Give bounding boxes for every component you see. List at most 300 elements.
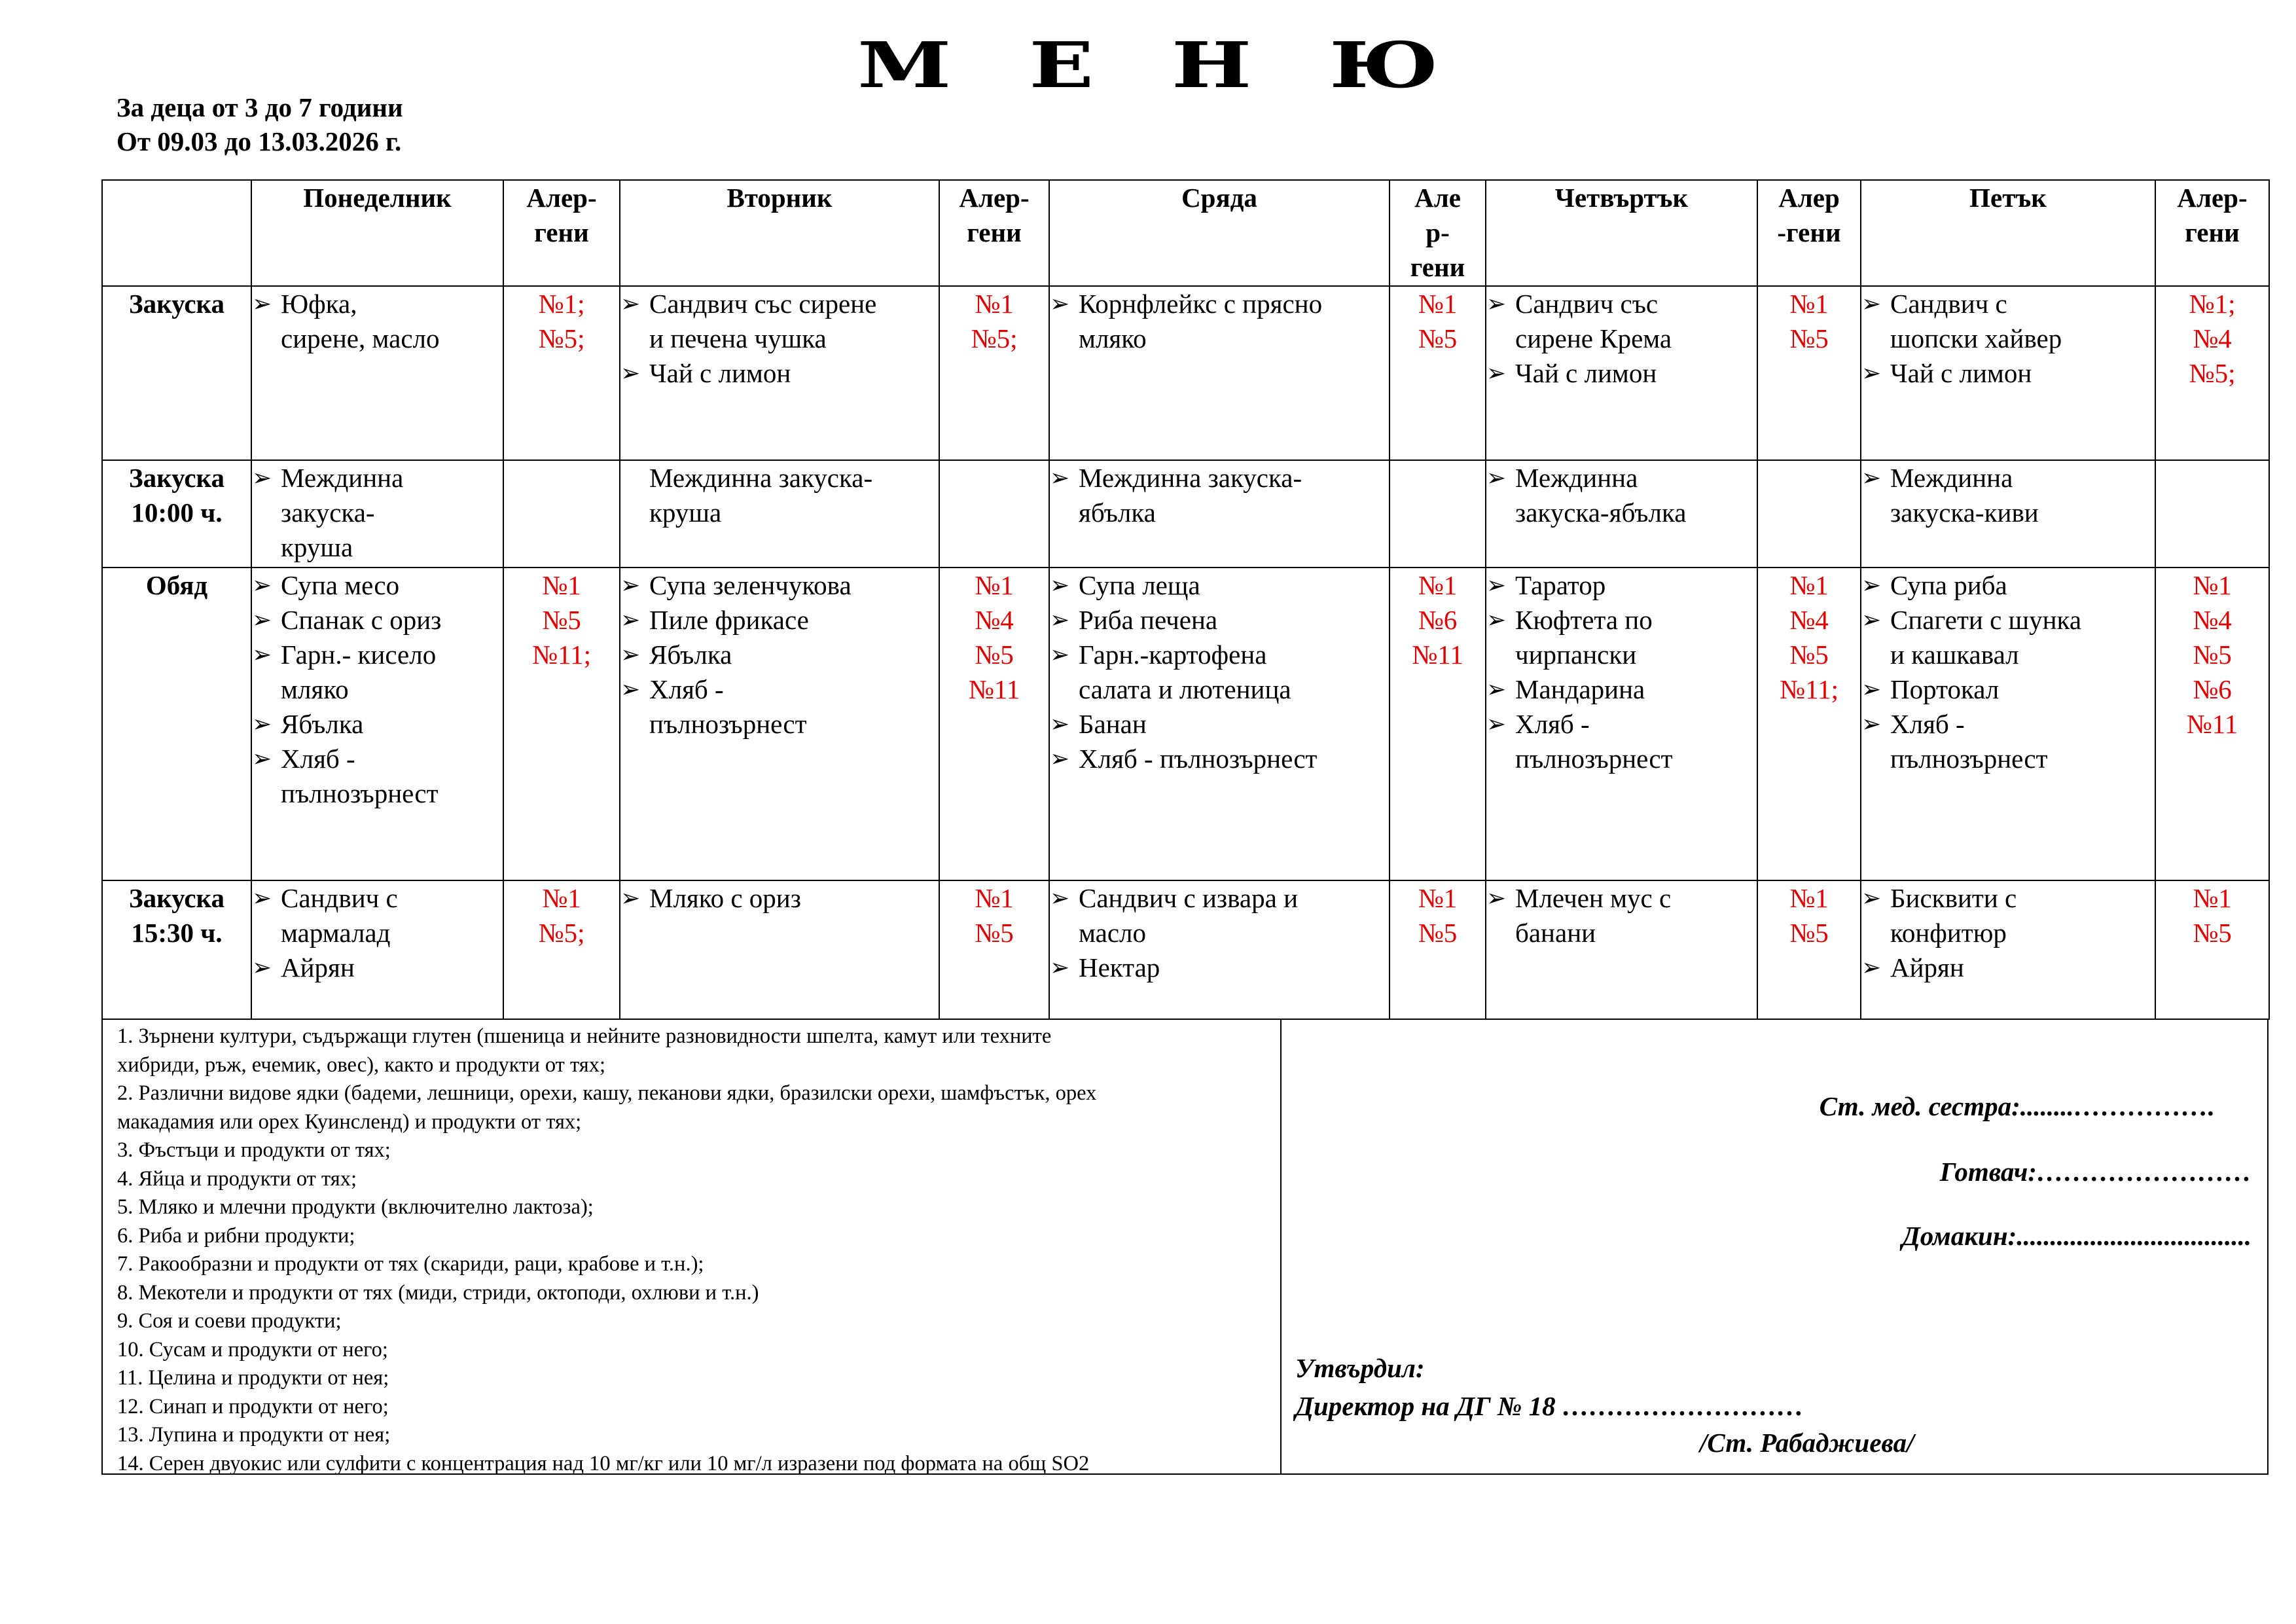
legend-line: 14. Серен двуокис или сулфити с концентрация над 10 мг/кг или 10 мг/л изразени под формата на общ SO2 bbox=[117, 1451, 1090, 1475]
header-line: гени bbox=[534, 217, 589, 247]
dish-name bbox=[649, 461, 939, 530]
arrow-bullet-icon: ➢ bbox=[1861, 465, 1882, 492]
dish-item bbox=[1861, 881, 2155, 950]
dish-text-line: Гарн.- кисело bbox=[281, 640, 437, 670]
dish-name bbox=[1079, 742, 1389, 776]
dish-cell-wednesday bbox=[1049, 880, 1390, 1019]
dish-name bbox=[1890, 603, 2155, 672]
arrow-bullet-icon: ➢ bbox=[1050, 954, 1070, 981]
allergen-cell-friday bbox=[2155, 286, 2269, 460]
allergen-code: №6 bbox=[2193, 674, 2232, 704]
dish-item bbox=[1050, 881, 1389, 950]
allergen-code: №1 bbox=[1789, 570, 1829, 600]
allergen-code: №1 bbox=[2193, 883, 2232, 913]
meal-label-line: 10:00 ч. bbox=[131, 497, 223, 528]
dish-text-line: круша bbox=[649, 497, 722, 528]
legend-line: 11. Целина и продукти от нея; bbox=[117, 1366, 389, 1390]
dish-text-line: Междинна bbox=[281, 463, 404, 493]
dish-name bbox=[1515, 881, 1757, 950]
col-header-friday: Петък bbox=[1861, 180, 2155, 286]
dish-text-line: Таратор bbox=[1515, 570, 1606, 600]
dish-cell-tuesday bbox=[620, 286, 939, 460]
allergen-code: №4 bbox=[2193, 605, 2232, 635]
arrow-bullet-icon: ➢ bbox=[1486, 360, 1507, 387]
dish-name bbox=[281, 461, 503, 565]
dish-name bbox=[649, 603, 939, 638]
dish-text-line: банани bbox=[1515, 918, 1596, 948]
dish-item bbox=[1486, 287, 1757, 356]
dish-text-line: Кюфтета по bbox=[1515, 605, 1653, 635]
dish-text-line: пълнозърнест bbox=[1890, 744, 2048, 774]
allergen-cell-friday bbox=[2155, 460, 2269, 568]
signature-nurse: Ст. мед. сестра:........……………. bbox=[1819, 1091, 2215, 1121]
dish-text-line: шопски хайвер bbox=[1890, 323, 2062, 353]
arrow-bullet-icon: ➢ bbox=[1486, 885, 1507, 912]
dish-name bbox=[281, 568, 503, 603]
dish-text-line: Айрян bbox=[281, 952, 355, 983]
dish-text-line: Млечен мус с bbox=[1515, 883, 1672, 913]
dish-text-line: Мляко с ориз bbox=[649, 883, 801, 913]
dish-item bbox=[1486, 672, 1757, 707]
allergen-legend bbox=[103, 1019, 1282, 1473]
dish-item bbox=[1050, 742, 1389, 776]
arrow-bullet-icon: ➢ bbox=[1861, 676, 1882, 703]
legend-line: 1. Зърнени култури, съдържащи глутен (пшеница и нейните разновидности шпелта, камут или техните bbox=[117, 1024, 1052, 1048]
dish-name bbox=[649, 881, 939, 916]
dish-text-line: Сандвич с извара и bbox=[1079, 883, 1299, 913]
allergen-code: №5 bbox=[2193, 918, 2232, 948]
dish-name bbox=[649, 287, 939, 356]
dish-name bbox=[1890, 568, 2155, 603]
dish-name bbox=[649, 356, 939, 391]
arrow-bullet-icon: ➢ bbox=[252, 291, 272, 317]
arrow-bullet-icon: ➢ bbox=[1050, 746, 1070, 772]
allergen-cell-tuesday bbox=[939, 880, 1049, 1019]
dish-name bbox=[1079, 287, 1389, 356]
allergen-cell-thursday bbox=[1757, 568, 1861, 880]
corner-cell bbox=[102, 180, 251, 286]
header-line: Але bbox=[1414, 183, 1461, 213]
allergen-cell-friday bbox=[2155, 880, 2269, 1019]
legend-line: 2. Различни видове ядки (бадеми, лешници, орехи, кашу, пеканови ядки, бразилски орехи, шамфъстък, орех bbox=[117, 1081, 1097, 1105]
dish-name bbox=[1079, 603, 1389, 638]
dish-name bbox=[281, 638, 503, 707]
arrow-bullet-icon: ➢ bbox=[620, 291, 641, 317]
dish-name bbox=[1079, 638, 1389, 707]
dish-text-line: мармалад bbox=[281, 918, 391, 948]
allergen-code: №4 bbox=[975, 605, 1014, 635]
dish-item bbox=[1861, 461, 2155, 530]
allergen-code: №5 bbox=[975, 918, 1014, 948]
allergen-cell-monday bbox=[503, 286, 620, 460]
dish-name bbox=[281, 742, 503, 811]
col-header-allergens-thursday bbox=[1757, 180, 1861, 286]
allergen-code: №5 bbox=[2193, 640, 2232, 670]
allergen-code: №1 bbox=[1789, 883, 1829, 913]
dish-name bbox=[649, 672, 939, 742]
dish-item bbox=[620, 672, 939, 742]
arrow-bullet-icon: ➢ bbox=[1861, 291, 1882, 317]
arrow-bullet-icon: ➢ bbox=[1486, 607, 1507, 634]
age-group: За деца от 3 до 7 години bbox=[117, 92, 403, 122]
dish-item bbox=[620, 603, 939, 638]
dish-name bbox=[1515, 461, 1757, 530]
col-header-thursday: Четвъртък bbox=[1486, 180, 1757, 286]
dish-name bbox=[1079, 881, 1389, 950]
arrow-bullet-icon: ➢ bbox=[1050, 465, 1070, 492]
dish-item bbox=[1050, 707, 1389, 742]
dish-text-line: чирпански bbox=[1515, 640, 1637, 670]
dish-name bbox=[1890, 881, 2155, 950]
arrow-bullet-icon: ➢ bbox=[252, 572, 272, 599]
dish-text-line: Междинна bbox=[1890, 463, 2013, 493]
arrow-bullet-icon: ➢ bbox=[1486, 291, 1507, 317]
allergen-code: №1 bbox=[1789, 289, 1829, 319]
arrow-bullet-icon: ➢ bbox=[1861, 607, 1882, 634]
arrow-bullet-icon: ➢ bbox=[1486, 711, 1507, 738]
dish-item bbox=[1486, 356, 1757, 391]
allergen-cell-wednesday bbox=[1390, 460, 1486, 568]
dish-text-line: Гарн.-картофена bbox=[1079, 640, 1267, 670]
dish-name bbox=[1890, 461, 2155, 530]
arrow-bullet-icon: ➢ bbox=[252, 465, 272, 492]
dish-name bbox=[1890, 287, 2155, 356]
legend-line: 5. Мляко и млечни продукти (включително лактоза); bbox=[117, 1195, 594, 1219]
legend-line: 13. Лупина и продукти от нея; bbox=[117, 1423, 391, 1447]
meal-label-line: Закуска bbox=[128, 883, 225, 913]
dish-text-line: Юфка, bbox=[281, 289, 357, 319]
dish-name bbox=[1515, 568, 1757, 603]
dish-name bbox=[1515, 707, 1757, 776]
arrow-bullet-icon: ➢ bbox=[1861, 572, 1882, 599]
header-line: гени bbox=[967, 217, 1022, 247]
arrow-bullet-icon: ➢ bbox=[1486, 465, 1507, 492]
dish-text-line: Банан bbox=[1079, 709, 1147, 739]
dish-text-line: Междинна закуска- bbox=[1079, 463, 1302, 493]
dish-text-line: Портокал bbox=[1890, 674, 2000, 704]
header-line: гени bbox=[1410, 252, 1465, 282]
arrow-bullet-icon: ➢ bbox=[252, 607, 272, 634]
dish-cell-wednesday bbox=[1049, 286, 1390, 460]
dish-text-line: Бисквити с bbox=[1890, 883, 2017, 913]
dish-name bbox=[649, 568, 939, 603]
dish-item bbox=[1861, 672, 2155, 707]
dish-item bbox=[1050, 603, 1389, 638]
menu-period: От 09.03 до 13.03.2026 г. bbox=[117, 126, 402, 156]
meal-row bbox=[102, 286, 2269, 460]
dish-item bbox=[1486, 707, 1757, 776]
allergen-code: №4 bbox=[2193, 323, 2232, 353]
dish-item bbox=[1861, 568, 2155, 603]
allergen-cell-thursday bbox=[1757, 460, 1861, 568]
dish-name bbox=[1890, 950, 2155, 985]
dish-text-line: Ябълка bbox=[281, 709, 364, 739]
dish-cell-thursday bbox=[1486, 286, 1757, 460]
dish-cell-monday bbox=[251, 568, 503, 880]
meal-label-line: Закуска bbox=[128, 463, 225, 493]
dish-text-line: и печена чушка bbox=[649, 323, 827, 353]
dish-cell-friday bbox=[1861, 568, 2155, 880]
dish-text-line: Сандвич със bbox=[1515, 289, 1659, 319]
dish-name bbox=[281, 881, 503, 950]
director-signature: Директор на ДГ № 18 ……………………… bbox=[1295, 1391, 1804, 1421]
dish-name bbox=[1079, 461, 1389, 530]
dish-item bbox=[252, 950, 503, 985]
dish-text-line: Супа месо bbox=[281, 570, 400, 600]
dish-text-line: сирене Крема bbox=[1515, 323, 1672, 353]
allergen-code: №1 bbox=[2193, 570, 2232, 600]
dish-cell-wednesday bbox=[1049, 460, 1390, 568]
meal-label bbox=[102, 568, 251, 880]
dish-text-line: Риба печена bbox=[1079, 605, 1218, 635]
dish-item bbox=[1050, 461, 1389, 530]
dish-item bbox=[252, 881, 503, 950]
allergen-code: №1 bbox=[1418, 289, 1458, 319]
allergen-cell-tuesday bbox=[939, 568, 1049, 880]
dish-text-line: мляко bbox=[1079, 323, 1147, 353]
dish-cell-tuesday bbox=[620, 568, 939, 880]
arrow-bullet-icon: ➢ bbox=[252, 746, 272, 772]
arrow-bullet-icon: ➢ bbox=[620, 360, 641, 387]
dish-text-line: Ябълка bbox=[649, 640, 732, 670]
menu-table bbox=[101, 179, 2270, 1020]
allergen-code: №11 bbox=[968, 674, 1020, 704]
arrow-bullet-icon: ➢ bbox=[620, 676, 641, 703]
header-row bbox=[102, 180, 2269, 286]
col-header-allergens-wednesday bbox=[1390, 180, 1486, 286]
allergen-code: №5; bbox=[2189, 358, 2236, 388]
dish-item bbox=[252, 603, 503, 638]
dish-item bbox=[252, 287, 503, 356]
arrow-bullet-icon: ➢ bbox=[252, 954, 272, 981]
dish-text-line: салата и лютеница bbox=[1079, 674, 1291, 704]
dish-item bbox=[1861, 356, 2155, 391]
dish-text-line: Пиле фрикасе bbox=[649, 605, 809, 635]
dish-item bbox=[1486, 881, 1757, 950]
allergen-code: №1 bbox=[1418, 883, 1458, 913]
dish-name bbox=[1515, 356, 1757, 391]
dish-item bbox=[1861, 287, 2155, 356]
allergen-code: №5 bbox=[975, 640, 1014, 670]
allergen-code: №11; bbox=[532, 640, 591, 670]
meal-label bbox=[102, 460, 251, 568]
dish-text-line: закуска-киви bbox=[1890, 497, 2039, 528]
meal-label-line: Закуска bbox=[128, 289, 225, 319]
dish-item bbox=[1050, 568, 1389, 603]
dish-text-line: Хляб - пълнозърнест bbox=[1079, 744, 1318, 774]
allergen-cell-tuesday bbox=[939, 460, 1049, 568]
dish-item bbox=[620, 638, 939, 672]
dish-item bbox=[1861, 950, 2155, 985]
dish-item bbox=[620, 461, 939, 530]
allergen-code: №5; bbox=[538, 323, 585, 353]
allergen-code: №5 bbox=[1789, 323, 1829, 353]
header-line: Алер- bbox=[959, 183, 1030, 213]
allergen-code: №1; bbox=[538, 289, 585, 319]
allergen-code: №1; bbox=[2189, 289, 2236, 319]
dish-item bbox=[1050, 950, 1389, 985]
dish-item bbox=[620, 568, 939, 603]
arrow-bullet-icon: ➢ bbox=[1050, 885, 1070, 912]
dish-text-line: ябълка bbox=[1079, 497, 1156, 528]
dish-item bbox=[252, 742, 503, 811]
arrow-bullet-icon: ➢ bbox=[1050, 291, 1070, 317]
allergen-code: №1 bbox=[975, 289, 1014, 319]
header-line: гени bbox=[2185, 217, 2240, 247]
arrow-bullet-icon: ➢ bbox=[1486, 676, 1507, 703]
allergen-code: №5 bbox=[1789, 640, 1829, 670]
dish-text-line: Спагети с шунка bbox=[1890, 605, 2082, 635]
allergen-code: №11 bbox=[2186, 709, 2238, 739]
dish-cell-thursday bbox=[1486, 880, 1757, 1019]
header-line: Алер- bbox=[2177, 183, 2248, 213]
dish-text-line: Мандарина bbox=[1515, 674, 1645, 704]
dish-text-line: Корнфлейкс с прясно bbox=[1079, 289, 1323, 319]
dish-cell-thursday bbox=[1486, 568, 1757, 880]
dish-text-line: Чай с лимон bbox=[649, 358, 791, 388]
legend-line: 6. Риба и рибни продукти; bbox=[117, 1223, 355, 1248]
allergen-code: №5; bbox=[971, 323, 1018, 353]
dish-item bbox=[1050, 287, 1389, 356]
arrow-bullet-icon: ➢ bbox=[620, 607, 641, 634]
legend-line: 10. Сусам и продукти от него; bbox=[117, 1337, 388, 1362]
dish-text-line: закуска- bbox=[281, 497, 375, 528]
dish-text-line: Хляб - bbox=[281, 744, 355, 774]
allergen-cell-thursday bbox=[1757, 286, 1861, 460]
dish-name bbox=[1515, 603, 1757, 672]
dish-text-line: пълнозърнест bbox=[649, 709, 807, 739]
dish-text-line: конфитюр bbox=[1890, 918, 2007, 948]
arrow-bullet-icon: ➢ bbox=[1050, 641, 1070, 668]
dish-text-line: и кашкавал bbox=[1890, 640, 2019, 670]
dish-name bbox=[1890, 707, 2155, 776]
dish-cell-monday bbox=[251, 880, 503, 1019]
page-title: МЕНЮ bbox=[857, 28, 1516, 102]
dish-name bbox=[281, 287, 503, 356]
dish-item bbox=[252, 461, 503, 565]
dish-cell-monday bbox=[251, 286, 503, 460]
meal-label-line: 15:30 ч. bbox=[131, 918, 223, 948]
meal-row bbox=[102, 568, 2269, 880]
col-header-allergens-monday bbox=[503, 180, 620, 286]
menu-footer bbox=[101, 1019, 2269, 1475]
arrow-bullet-icon: ➢ bbox=[252, 885, 272, 912]
dish-text-line: Сандвич с bbox=[281, 883, 398, 913]
director-name: /Ст. Рабаджиева/ bbox=[1700, 1428, 1914, 1458]
dish-text-line: закуска-ябълка bbox=[1515, 497, 1687, 528]
header-line: -гени bbox=[1777, 217, 1841, 247]
arrow-bullet-icon: ➢ bbox=[620, 885, 641, 912]
signature-housekeeper: Домакин:................................... bbox=[1901, 1221, 2251, 1251]
dish-text-line: пълнозърнест bbox=[1515, 744, 1673, 774]
dish-name bbox=[281, 707, 503, 742]
dish-cell-monday bbox=[251, 460, 503, 568]
allergen-code: №1 bbox=[1418, 570, 1458, 600]
legend-line: 8. Мекотели и продукти от тях (миди, стриди, октоподи, охлюви и т.н.) bbox=[117, 1280, 759, 1305]
dish-item bbox=[1050, 638, 1389, 707]
dish-text-line: мляко bbox=[281, 674, 349, 704]
dish-text-line: Сандвич със сирене bbox=[649, 289, 877, 319]
col-header-monday: Понеделник bbox=[251, 180, 503, 286]
dish-text-line: Хляб - bbox=[649, 674, 724, 704]
dish-text-line: Супа риба bbox=[1890, 570, 2007, 600]
allergen-cell-monday bbox=[503, 568, 620, 880]
dish-text-line: Супа леща bbox=[1079, 570, 1200, 600]
legend-line: 9. Соя и соеви продукти; bbox=[117, 1309, 342, 1333]
dish-item bbox=[1861, 707, 2155, 776]
approved-label: Утвърдил: bbox=[1295, 1353, 1425, 1383]
allergen-cell-wednesday bbox=[1390, 880, 1486, 1019]
allergen-cell-thursday bbox=[1757, 880, 1861, 1019]
dish-cell-tuesday bbox=[620, 460, 939, 568]
header-line: Алер- bbox=[526, 183, 597, 213]
allergen-code: №5 bbox=[542, 605, 581, 635]
dish-item bbox=[1861, 603, 2155, 672]
dish-item bbox=[620, 881, 939, 916]
allergen-cell-friday bbox=[2155, 568, 2269, 880]
dish-item bbox=[1486, 568, 1757, 603]
dish-text-line: Междинна bbox=[1515, 463, 1638, 493]
dish-name bbox=[281, 603, 503, 638]
dish-name bbox=[1515, 672, 1757, 707]
dish-text-line: Супа зеленчукова bbox=[649, 570, 852, 600]
allergen-code: №5 bbox=[1418, 323, 1458, 353]
dish-name bbox=[1890, 356, 2155, 391]
dish-item bbox=[252, 638, 503, 707]
dish-item bbox=[252, 707, 503, 742]
arrow-bullet-icon: ➢ bbox=[252, 711, 272, 738]
dish-cell-friday bbox=[1861, 286, 2155, 460]
allergen-cell-monday bbox=[503, 460, 620, 568]
arrow-bullet-icon: ➢ bbox=[1861, 711, 1882, 738]
col-header-allergens-friday bbox=[2155, 180, 2269, 286]
col-header-tuesday: Вторник bbox=[620, 180, 939, 286]
col-header-allergens-tuesday bbox=[939, 180, 1049, 286]
allergen-code: №1 bbox=[542, 883, 581, 913]
legend-line: хибриди, ръж, ечемик, овес), както и продукти от тях; bbox=[117, 1053, 606, 1077]
dish-name bbox=[1079, 707, 1389, 742]
arrow-bullet-icon: ➢ bbox=[1861, 885, 1882, 912]
dish-cell-friday bbox=[1861, 880, 2155, 1019]
allergen-code: №1 bbox=[542, 570, 581, 600]
allergen-cell-tuesday bbox=[939, 286, 1049, 460]
dish-text-line: Междинна закуска- bbox=[649, 463, 873, 493]
allergen-code: №1 bbox=[975, 570, 1014, 600]
dish-name bbox=[1515, 287, 1757, 356]
dish-text-line: Нектар bbox=[1079, 952, 1160, 983]
dish-name bbox=[1890, 672, 2155, 707]
dish-text-line: Чай с лимон bbox=[1890, 358, 2032, 388]
arrow-bullet-icon: ➢ bbox=[252, 641, 272, 668]
allergen-code: №1 bbox=[975, 883, 1014, 913]
dish-item bbox=[252, 568, 503, 603]
legend-line: 7. Ракообразни и продукти от тях (скариди, раци, крабове и т.н.); bbox=[117, 1252, 704, 1276]
meal-label-line: Обяд bbox=[145, 570, 208, 600]
dish-text-line: Спанак с ориз bbox=[281, 605, 442, 635]
arrow-bullet-icon: ➢ bbox=[620, 572, 641, 599]
legend-line: 4. Яйца и продукти от тях; bbox=[117, 1166, 357, 1191]
legend-line: 12. Синап и продукти от него; bbox=[117, 1394, 389, 1418]
dish-name bbox=[1079, 568, 1389, 603]
dish-item bbox=[620, 287, 939, 356]
allergen-code: №5 bbox=[1789, 918, 1829, 948]
allergen-cell-monday bbox=[503, 880, 620, 1019]
dish-name bbox=[649, 638, 939, 672]
arrow-bullet-icon: ➢ bbox=[1050, 572, 1070, 599]
dish-cell-friday bbox=[1861, 460, 2155, 568]
dish-text-line: круша bbox=[281, 532, 353, 562]
allergen-code: №11 bbox=[1412, 640, 1463, 670]
